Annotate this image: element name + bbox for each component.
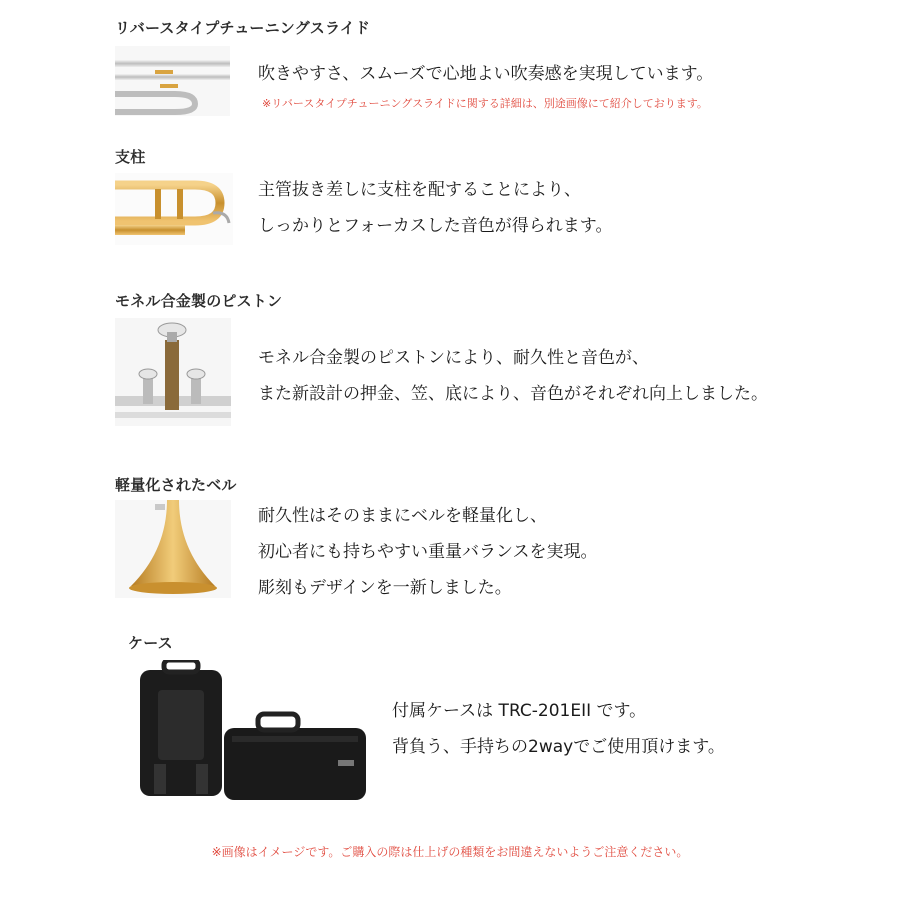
section-heading-case: ケース bbox=[128, 634, 173, 652]
case-image bbox=[128, 660, 370, 805]
pistons-line-2: また新設計の押金、笠、底により、音色がそれぞれ向上しました。 bbox=[258, 384, 768, 404]
pistons-image bbox=[115, 318, 231, 426]
bell-line-1: 耐久性はそのままにベルを軽量化し、 bbox=[258, 506, 547, 526]
section-heading-pistons: モネル合金製のピストン bbox=[115, 292, 283, 310]
bell-line-3: 彫刻もデザインを一新しました。 bbox=[258, 578, 512, 598]
brace-line-2: しっかりとフォーカスした音色が得られます。 bbox=[258, 216, 613, 236]
case-line-2: 背負う、手持ちの2wayでご使用頂けます。 bbox=[392, 737, 725, 757]
section-heading-bell: 軽量化されたベル bbox=[115, 476, 237, 494]
case-line-1: 付属ケースは TRC-201EII です。 bbox=[392, 701, 647, 721]
pistons-line-1: モネル合金製のピストンにより、耐久性と音色が、 bbox=[258, 348, 649, 368]
brace-description bbox=[258, 172, 612, 244]
case-description bbox=[392, 693, 725, 765]
bell-image bbox=[115, 500, 231, 598]
tuning-slide-description bbox=[258, 56, 713, 92]
section-heading-brace: 支柱 bbox=[115, 148, 146, 166]
bell-description bbox=[258, 498, 598, 606]
brace-line-1: 主管抜き差しに支柱を配することにより、 bbox=[258, 180, 581, 200]
pistons-description bbox=[258, 340, 768, 412]
bell-line-2: 初心者にも持ちやすい重量バランスを実現。 bbox=[258, 542, 598, 562]
tuning-slide-image bbox=[115, 46, 230, 116]
tuning-slide-note: ※リバースタイプチューニングスライドに関する詳細は、別途画像にて紹介しております。 bbox=[262, 97, 708, 110]
section-heading-tuning-slide: リバースタイプチューニングスライド bbox=[115, 19, 371, 37]
tuning-slide-line-1: 吹きやすさ、スムーズで心地よい吹奏感を実現しています。 bbox=[258, 64, 714, 84]
brace-image bbox=[115, 173, 233, 245]
footer-disclaimer: ※画像はイメージです。ご購入の際は仕上げの種類をお間違えないようご注意ください。 bbox=[211, 845, 689, 859]
